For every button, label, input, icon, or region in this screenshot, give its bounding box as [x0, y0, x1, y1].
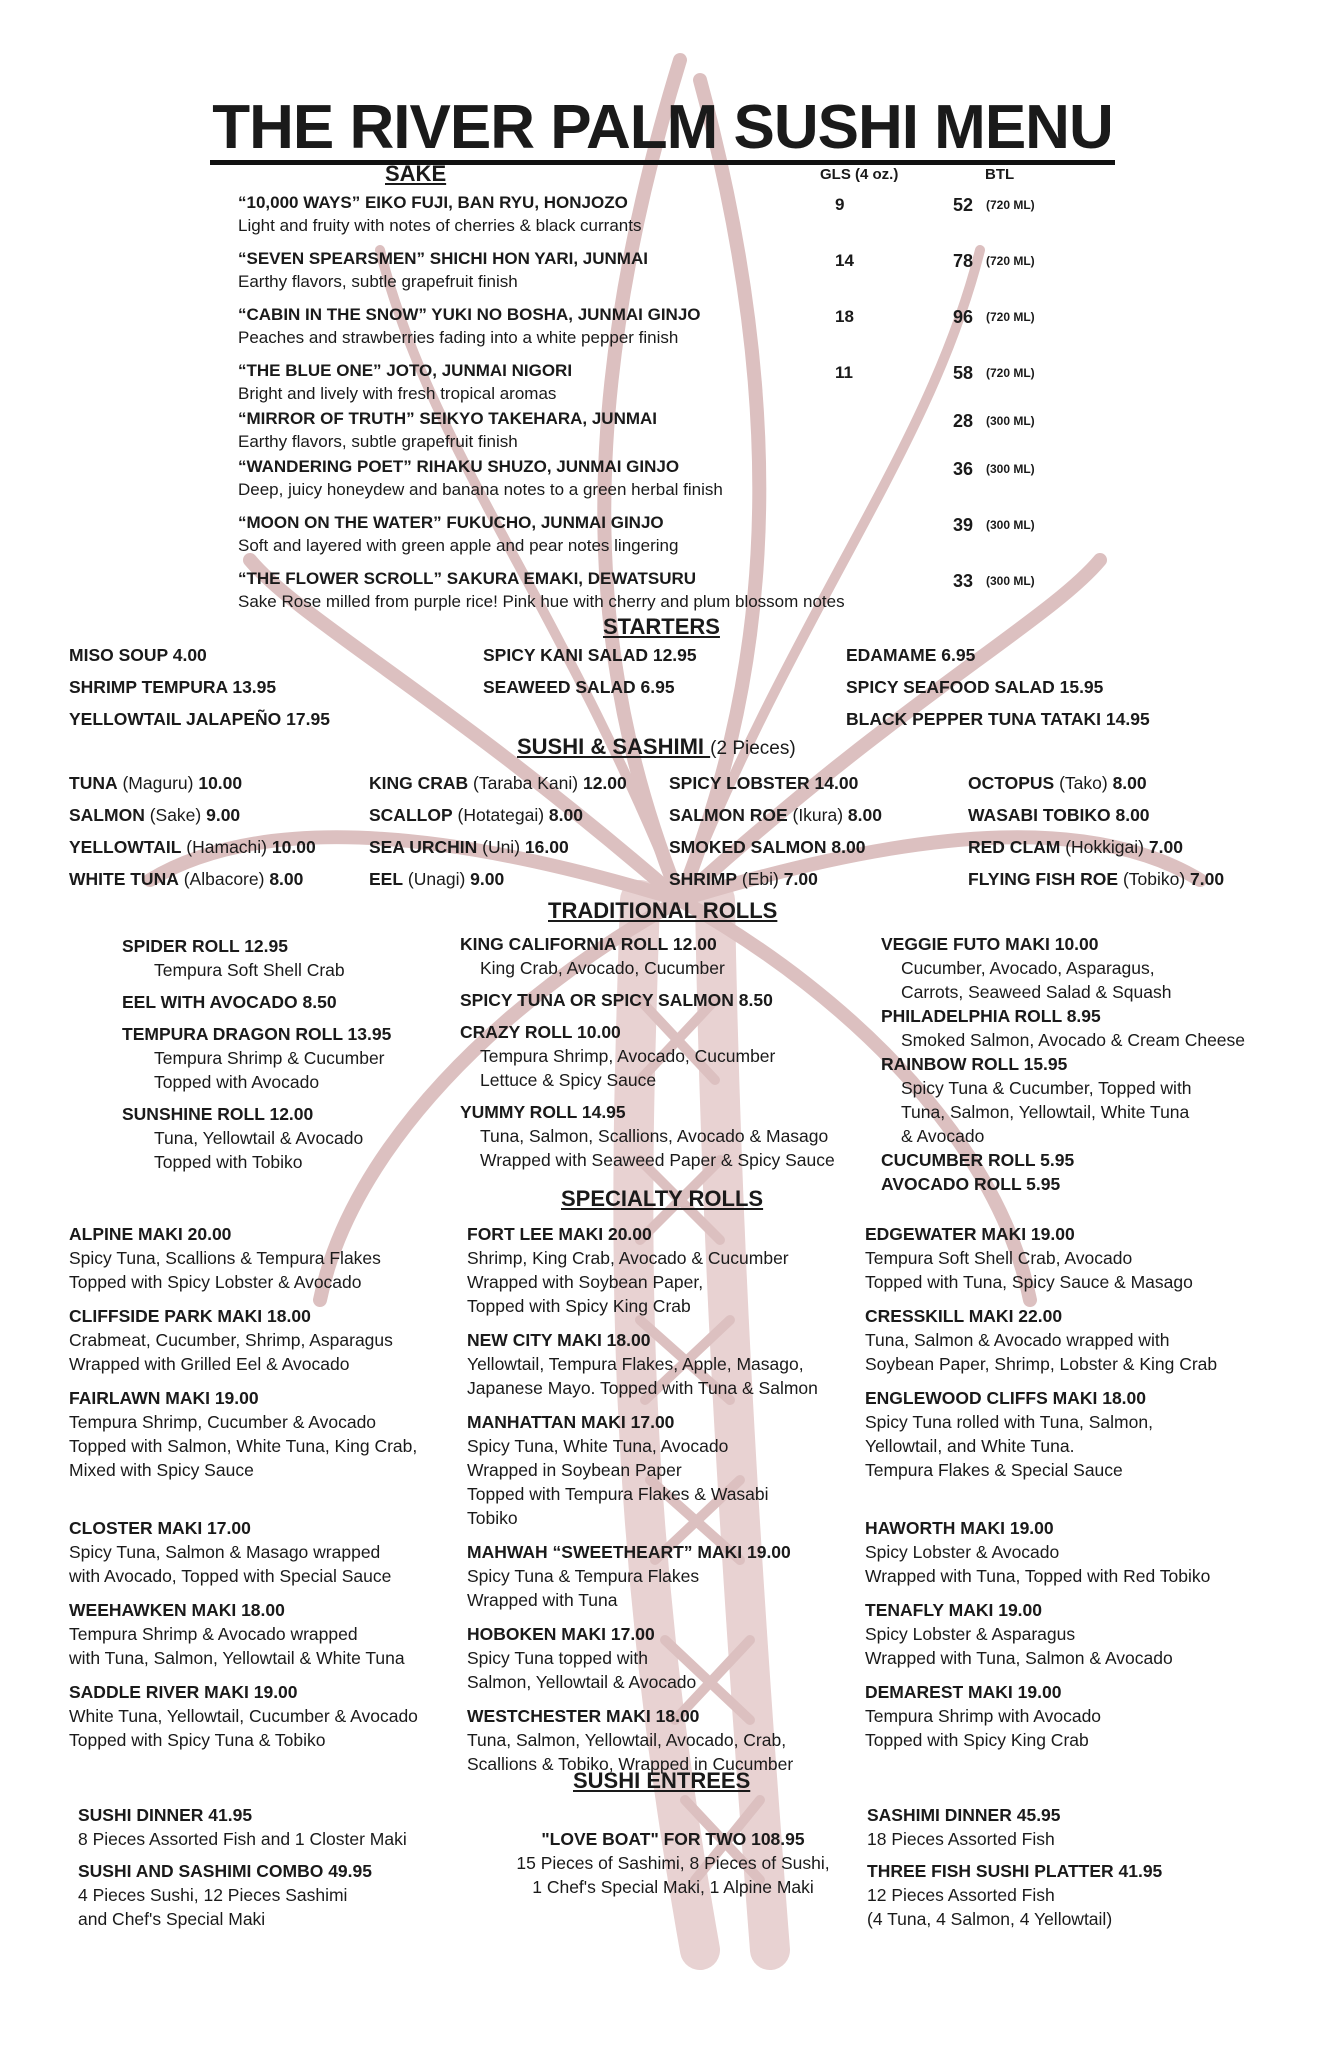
sake-name: “THE BLUE ONE” JOTO, JUNMAI NIGORI — [238, 361, 573, 380]
specialty-roll-desc: Wrapped in Soybean Paper — [467, 1460, 682, 1480]
traditional-roll-name: RAINBOW ROLL 15.95 — [881, 1054, 1068, 1074]
sake-description: Earthy flavors, subtle grapefruit finish — [238, 432, 518, 451]
specialty-roll-name: TENAFLY MAKI 19.00 — [865, 1600, 1042, 1620]
sake-name: “10,000 WAYS” EIKO FUJI, BAN RYU, HONJOZO — [238, 193, 628, 212]
sushi-item-japanese: (Hamachi) — [181, 837, 268, 857]
specialty-roll-desc: Topped with Spicy King Crab — [865, 1730, 1089, 1750]
traditional-col-2 — [460, 932, 835, 1180]
traditional-roll-name: SUNSHINE ROLL 12.00 — [122, 1104, 314, 1124]
entree-name: SASHIMI DINNER 45.95 — [867, 1805, 1061, 1825]
traditional-roll-name: TEMPURA DRAGON ROLL 13.95 — [122, 1024, 392, 1044]
specialty-roll-desc: Mixed with Spicy Sauce — [69, 1460, 254, 1480]
sushi-item — [968, 803, 1150, 827]
sushi-item-name: OCTOPUS — [968, 773, 1055, 793]
specialty-roll-name: FAIRLAWN MAKI 19.00 — [69, 1388, 259, 1408]
sushi-item-price: 8.00 — [843, 805, 882, 825]
sake-bottle-price: 28 — [953, 411, 974, 431]
sake-description: Light and fruity with notes of cherries & black currants — [238, 216, 642, 235]
specialty-roll — [865, 1386, 1217, 1482]
traditional-col-3 — [881, 932, 1245, 1196]
traditional-roll-name: SPICY TUNA OR SPICY SALMON 8.50 — [460, 990, 773, 1010]
entree-desc: 12 Pieces Assorted Fish — [867, 1885, 1055, 1905]
specialty-roll-name: CLIFFSIDE PARK MAKI 18.00 — [69, 1306, 311, 1326]
traditional-roll-desc: Smoked Salmon, Avocado & Cream Cheese — [901, 1030, 1246, 1050]
specialty-roll-desc: Tuna, Salmon & Avocado wrapped with — [865, 1330, 1170, 1350]
specialty-roll-desc: Spicy Tuna, White Tuna, Avocado — [467, 1436, 729, 1456]
sushi-item-name: SHRIMP — [669, 869, 738, 889]
specialty-roll-name: EDGEWATER MAKI 19.00 — [865, 1224, 1075, 1244]
specialty-roll — [865, 1222, 1217, 1294]
specialty-roll-desc: Tempura Soft Shell Crab, Avocado — [865, 1248, 1133, 1268]
specialty-roll — [467, 1540, 818, 1612]
sushi-item-name: SALMON — [69, 805, 145, 825]
traditional-roll-desc: Cucumber, Avocado, Asparagus, — [901, 958, 1155, 978]
specialty-roll — [865, 1516, 1217, 1588]
sake-description: Peaches and strawberries fading into a white pepper finish — [238, 328, 679, 347]
specialty-roll-desc: Topped with Spicy King Crab — [467, 1296, 691, 1316]
sake-bottle-size: (300 ML) — [986, 414, 1035, 428]
specialty-roll-desc: Japanese Mayo. Topped with Tuna & Salmon — [467, 1378, 818, 1398]
sushi-item — [369, 867, 504, 891]
sake-description: Sake Rose milled from purple rice! Pink hue with cherry and plum blossom notes — [238, 592, 845, 611]
sake-bottle-price: 96 — [953, 307, 974, 327]
entree-desc: (4 Tuna, 4 Salmon, 4 Yellowtail) — [867, 1909, 1113, 1929]
starter-item: SEAWEED SALAD 6.95 — [483, 677, 675, 697]
sushi-item-price: 16.00 — [520, 837, 569, 857]
traditional-roll — [122, 1022, 391, 1094]
sushi-item-japanese: (Ebi) — [737, 869, 779, 889]
entree-desc: 18 Pieces Assorted Fish — [867, 1829, 1055, 1849]
sushi-item-price: 10.00 — [267, 837, 316, 857]
sushi-item-price: 12.00 — [578, 773, 627, 793]
sushi-item-japanese: (Hotategai) — [452, 805, 545, 825]
traditional-roll — [460, 988, 835, 1012]
specialty-roll — [69, 1304, 418, 1376]
traditional-roll — [122, 1102, 391, 1174]
entrees-col-3 — [867, 1803, 1162, 1939]
sushi-item — [369, 803, 583, 827]
specialty-roll — [865, 1304, 1217, 1376]
specialty-roll-desc: Topped with Tuna, Spicy Sauce & Masago — [865, 1272, 1193, 1292]
specialty-col-3 — [865, 1222, 1217, 1762]
sake-name: “WANDERING POET” RIHAKU SHUZO, JUNMAI GINJO — [238, 457, 680, 476]
specialty-roll-desc: Yellowtail, and White Tuna. — [865, 1436, 1075, 1456]
sushi-item-price: 8.00 — [264, 869, 304, 889]
traditional-roll-name: VEGGIE FUTO MAKI 10.00 — [881, 934, 1099, 954]
traditional-roll — [122, 934, 391, 982]
specialty-roll-desc: Tempura Shrimp with Avocado — [865, 1706, 1102, 1726]
traditional-roll — [460, 932, 835, 980]
sushi-item-name: FLYING FISH ROE — [968, 869, 1119, 889]
sake-bottle-size: (300 ML) — [986, 462, 1035, 476]
sake-bottle-size: (300 ML) — [986, 574, 1035, 588]
traditional-roll-desc: & Avocado — [901, 1126, 985, 1146]
sushi-item-japanese: (Sake) — [144, 805, 202, 825]
sushi-item-name: WHITE TUNA — [69, 869, 179, 889]
sushi-item-name: SALMON ROE — [669, 805, 788, 825]
specialty-roll-desc: Tempura Flakes & Special Sauce — [865, 1460, 1123, 1480]
specialty-roll-desc: Topped with Salmon, White Tuna, King Crab, — [69, 1436, 418, 1456]
specialty-roll-name: HAWORTH MAKI 19.00 — [865, 1518, 1054, 1538]
sake-bottle-price: 58 — [953, 363, 974, 383]
specialty-roll-desc: Spicy Tuna & Tempura Flakes — [467, 1566, 700, 1586]
entree — [478, 1827, 868, 1899]
sushi-item — [669, 867, 818, 891]
sushi-item-name: KING CRAB — [369, 773, 469, 793]
specialty-roll-desc: Spicy Tuna, Salmon & Masago wrapped — [69, 1542, 381, 1562]
traditional-roll-name: CUCUMBER ROLL 5.95 — [881, 1150, 1075, 1170]
sushi-item-japanese: (Taraba Kani) — [468, 773, 579, 793]
specialty-roll-desc: Spicy Tuna topped with — [467, 1648, 648, 1668]
traditional-roll — [460, 1100, 835, 1172]
specialty-roll — [69, 1516, 418, 1588]
sake-bottle-size: (720 ML) — [986, 366, 1035, 380]
sake-glass-price: 14 — [835, 251, 854, 270]
specialty-roll-name: SADDLE RIVER MAKI 19.00 — [69, 1682, 298, 1702]
sushi-item-japanese: (Tobiko) — [1118, 869, 1186, 889]
sake-heading: SAKE — [385, 161, 447, 186]
sushi-item — [69, 867, 303, 891]
specialty-roll — [69, 1680, 418, 1752]
specialty-roll-name: NEW CITY MAKI 18.00 — [467, 1330, 651, 1350]
specialty-roll-desc: Wrapped with Tuna, Topped with Red Tobiko — [865, 1566, 1211, 1586]
sushi-item — [369, 771, 627, 795]
sake-glass-price: 11 — [835, 363, 853, 382]
traditional-roll-name: AVOCADO ROLL 5.95 — [881, 1174, 1061, 1194]
sushi-item-price: 7.00 — [778, 869, 818, 889]
sushi-item — [669, 771, 858, 795]
sushi-item-price: 8.00 — [544, 805, 583, 825]
specialty-roll-name: WESTCHESTER MAKI 18.00 — [467, 1706, 700, 1726]
sushi-item-japanese: (Albacore) — [178, 869, 265, 889]
specialty-roll-desc: Tuna, Salmon, Yellowtail, Avocado, Crab, — [467, 1730, 787, 1750]
sushi-item-name: RED CLAM — [968, 837, 1061, 857]
specialty-roll-name: MAHWAH “SWEETHEART” MAKI 19.00 — [467, 1542, 791, 1562]
specialty-roll-desc: Yellowtail, Tempura Flakes, Apple, Masago, — [467, 1354, 804, 1374]
specialty-roll — [467, 1622, 818, 1694]
sushi-item-name: YELLOWTAIL — [69, 837, 182, 857]
traditional-roll — [881, 1052, 1245, 1148]
traditional-roll-desc: Tuna, Salmon, Yellowtail, White Tuna — [901, 1102, 1190, 1122]
specialty-roll — [69, 1222, 418, 1294]
sake-name: “MOON ON THE WATER” FUKUCHO, JUNMAI GINJO — [238, 513, 664, 532]
specialty-roll-desc: with Tuna, Salmon, Yellowtail & White Tuna — [69, 1648, 405, 1668]
entree — [78, 1803, 407, 1851]
traditional-roll-desc: Topped with Avocado — [154, 1072, 320, 1092]
sushi-item-name: EEL — [369, 869, 404, 889]
traditional-roll-desc: King Crab, Avocado, Cucumber — [480, 958, 725, 978]
sake-description: Bright and lively with fresh tropical aromas — [238, 384, 557, 403]
specialty-roll-desc: Scallions & Tobiko, Wrapped in Cucumber — [467, 1754, 794, 1774]
sake-name: “SEVEN SPEARSMEN” SHICHI HON YARI, JUNMAI — [238, 249, 648, 268]
entree — [867, 1803, 1162, 1851]
entree — [867, 1859, 1162, 1931]
sake-glass-price: 9 — [835, 195, 845, 214]
starter-item: MISO SOUP 4.00 — [69, 645, 207, 665]
traditional-roll — [881, 1148, 1245, 1172]
starter-item: SPICY KANI SALAD 12.95 — [483, 645, 697, 665]
specialty-roll-name: ALPINE MAKI 20.00 — [69, 1224, 232, 1244]
traditional-heading: TRADITIONAL ROLLS — [548, 898, 778, 923]
starter-item: SHRIMP TEMPURA 13.95 — [69, 677, 277, 697]
specialty-col-2 — [467, 1222, 818, 1776]
sake-bottle-size: (720 ML) — [986, 310, 1035, 324]
specialty-roll-desc: Wrapped with Tuna, Salmon & Avocado — [865, 1648, 1173, 1668]
specialty-roll-name: FORT LEE MAKI 20.00 — [467, 1224, 652, 1244]
sake-gls-header: GLS (4 oz.) — [820, 166, 899, 183]
sushi-item-japanese: (Hokkigai) — [1060, 837, 1144, 857]
specialty-roll-desc: Crabmeat, Cucumber, Shrimp, Asparagus — [69, 1330, 393, 1350]
entree-name: SUSHI AND SASHIMI COMBO 49.95 — [78, 1861, 372, 1881]
specialty-roll-desc: Spicy Lobster & Asparagus — [865, 1624, 1076, 1644]
specialty-roll — [865, 1680, 1217, 1752]
entree-desc: and Chef's Special Maki — [78, 1909, 266, 1929]
specialty-roll-name: DEMAREST MAKI 19.00 — [865, 1682, 1062, 1702]
sushi-heading-wrap — [517, 734, 796, 760]
traditional-roll-desc: Carrots, Seaweed Salad & Squash — [901, 982, 1172, 1002]
specialty-roll-name: WEEHAWKEN MAKI 18.00 — [69, 1600, 285, 1620]
traditional-roll-name: KING CALIFORNIA ROLL 12.00 — [460, 934, 717, 954]
traditional-roll-name: EEL WITH AVOCADO 8.50 — [122, 992, 337, 1012]
specialty-roll-name: MANHATTAN MAKI 17.00 — [467, 1412, 675, 1432]
sushi-item — [369, 835, 569, 859]
sushi-item-name: SPICY LOBSTER — [669, 773, 810, 793]
sushi-heading: SUSHI & SASHIMI — [517, 734, 711, 759]
specialty-roll-desc: Salmon, Yellowtail & Avocado — [467, 1672, 697, 1692]
sushi-item-japanese: (Maguru) — [117, 773, 194, 793]
specialty-roll-desc: Shrimp, King Crab, Avocado & Cucumber — [467, 1248, 789, 1268]
sushi-item — [69, 803, 240, 827]
sushi-item — [669, 835, 865, 859]
specialty-roll-desc: Spicy Tuna, Scallions & Tempura Flakes — [69, 1248, 381, 1268]
sushi-item — [968, 867, 1224, 891]
sake-bottle-price: 39 — [953, 515, 974, 535]
traditional-roll-desc: Tuna, Yellowtail & Avocado — [154, 1128, 364, 1148]
starter-item: YELLOWTAIL JALAPEÑO 17.95 — [69, 709, 330, 729]
traditional-roll-desc: Topped with Tobiko — [154, 1152, 303, 1172]
sushi-item-name: WASABI TOBIKO — [968, 805, 1111, 825]
entree-desc: 1 Chef's Special Maki, 1 Alpine Maki — [532, 1877, 814, 1897]
sushi-item-price: 14.00 — [809, 773, 859, 793]
sushi-item-japanese: (Unagi) — [403, 869, 466, 889]
traditional-roll-desc: Tuna, Salmon, Scallions, Avocado & Masago — [480, 1126, 829, 1146]
sake-glass-price: 18 — [835, 307, 854, 326]
sushi-item-price: 7.00 — [1144, 837, 1183, 857]
specialty-roll — [467, 1410, 818, 1530]
starter-item: SPICY SEAFOOD SALAD 15.95 — [846, 677, 1104, 697]
sushi-item-japanese: (Uni) — [477, 837, 521, 857]
specialty-roll-name: CLOSTER MAKI 17.00 — [69, 1518, 251, 1538]
sushi-item — [968, 771, 1147, 795]
specialty-roll-desc: Tobiko — [467, 1508, 518, 1528]
specialty-roll-name: ENGLEWOOD CLIFFS MAKI 18.00 — [865, 1388, 1146, 1408]
specialty-roll-desc: Wrapped with Soybean Paper, — [467, 1272, 704, 1292]
traditional-roll — [881, 932, 1245, 1004]
specialty-roll-desc: White Tuna, Yellowtail, Cucumber & Avocado — [69, 1706, 418, 1726]
starters-heading: STARTERS — [603, 614, 720, 639]
specialty-roll-desc: Wrapped with Tuna — [467, 1590, 618, 1610]
sake-btl-header: BTL — [985, 166, 1015, 183]
sake-bottle-price: 33 — [953, 571, 974, 591]
entree-name: SUSHI DINNER 41.95 — [78, 1805, 253, 1825]
sake-bottle-price: 36 — [953, 459, 974, 479]
sushi-item — [968, 835, 1183, 859]
specialty-col-1 — [69, 1222, 418, 1762]
sushi-item-japanese: (Tako) — [1054, 773, 1108, 793]
traditional-roll — [122, 990, 391, 1014]
specialty-roll — [467, 1328, 818, 1400]
specialty-roll-desc: with Avocado, Topped with Special Sauce — [69, 1566, 392, 1586]
menu-title: THE RIVER PALM SUSHI MENU — [0, 92, 1325, 165]
traditional-roll-desc: Lettuce & Spicy Sauce — [480, 1070, 657, 1090]
entree-name: THREE FISH SUSHI PLATTER 41.95 — [867, 1861, 1163, 1881]
sake-bottle-size: (720 ML) — [986, 254, 1035, 268]
sake-bottle-price: 52 — [953, 195, 974, 215]
traditional-roll — [460, 1020, 835, 1092]
traditional-roll-name: YUMMY ROLL 14.95 — [460, 1102, 626, 1122]
traditional-roll-name: CRAZY ROLL 10.00 — [460, 1022, 621, 1042]
traditional-col-1 — [122, 934, 391, 1182]
specialty-roll-desc: Topped with Spicy Tuna & Tobiko — [69, 1730, 326, 1750]
specialty-roll-desc: Spicy Tuna rolled with Tuna, Salmon, — [865, 1412, 1153, 1432]
traditional-roll — [881, 1172, 1245, 1196]
sushi-item — [669, 803, 882, 827]
sake-bottle-size: (720 ML) — [986, 198, 1035, 212]
specialty-roll — [69, 1386, 418, 1482]
sushi-pieces-note: (2 Pieces) — [710, 738, 796, 759]
entree — [78, 1859, 407, 1931]
sushi-item-name: SCALLOP — [369, 805, 453, 825]
entree-desc: 8 Pieces Assorted Fish and 1 Closter Maki — [78, 1829, 407, 1849]
sake-name: “THE FLOWER SCROLL” SAKURA EMAKI, DEWATSURU — [238, 569, 697, 588]
sushi-item-price: 10.00 — [193, 773, 243, 793]
starter-item: BLACK PEPPER TUNA TATAKI 14.95 — [846, 709, 1150, 729]
sushi-item-name: TUNA — [69, 773, 118, 793]
sushi-item-price: 8.00 — [1110, 805, 1150, 825]
sake-bottle-size: (300 ML) — [986, 518, 1035, 532]
entrees-col-1 — [78, 1803, 407, 1939]
specialty-roll-desc: Soybean Paper, Shrimp, Lobster & King Crab — [865, 1354, 1218, 1374]
specialty-roll-name: CRESSKILL MAKI 22.00 — [865, 1306, 1063, 1326]
sushi-item — [69, 771, 242, 795]
sushi-item-price: 9.00 — [201, 805, 241, 825]
sushi-item-price: 9.00 — [465, 869, 505, 889]
sushi-item-japanese: (Ikura) — [787, 805, 844, 825]
traditional-roll-desc: Tempura Shrimp, Avocado, Cucumber — [480, 1046, 776, 1066]
entree-desc: 15 Pieces of Sashimi, 8 Pieces of Sushi, — [516, 1853, 830, 1873]
specialty-roll-desc: Wrapped with Grilled Eel & Avocado — [69, 1354, 350, 1374]
sushi-item-price: 7.00 — [1185, 869, 1225, 889]
specialty-roll-name: HOBOKEN MAKI 17.00 — [467, 1624, 655, 1644]
traditional-roll-name: SPIDER ROLL 12.95 — [122, 936, 288, 956]
sake-description: Earthy flavors, subtle grapefruit finish — [238, 272, 518, 291]
traditional-roll-name: PHILADELPHIA ROLL 8.95 — [881, 1006, 1101, 1026]
traditional-roll-desc: Tempura Soft Shell Crab — [154, 960, 345, 980]
traditional-roll-desc: Tempura Shrimp & Cucumber — [154, 1048, 385, 1068]
sushi-item-name: SEA URCHIN — [369, 837, 478, 857]
sake-name: “MIRROR OF TRUTH” SEIKYO TAKEHARA, JUNMAI — [238, 409, 658, 428]
specialty-roll — [865, 1598, 1217, 1670]
traditional-roll-desc: Wrapped with Seaweed Paper & Spicy Sauce — [480, 1150, 835, 1170]
sushi-item-name: SMOKED SALMON — [669, 837, 827, 857]
traditional-roll — [881, 1004, 1245, 1052]
entree-desc: 4 Pieces Sushi, 12 Pieces Sashimi — [78, 1885, 348, 1905]
sushi-item — [69, 835, 316, 859]
sake-name: “CABIN IN THE SNOW” YUKI NO BOSHA, JUNMAI GINJO — [238, 305, 701, 324]
specialty-roll-desc: Topped with Tempura Flakes & Wasabi — [467, 1484, 769, 1504]
entrees-col-2 — [478, 1827, 868, 1899]
specialty-roll-desc: Tempura Shrimp, Cucumber & Avocado — [69, 1412, 377, 1432]
specialty-roll — [467, 1222, 818, 1318]
starter-item: EDAMAME 6.95 — [846, 645, 976, 665]
specialty-roll — [467, 1704, 818, 1776]
traditional-roll-desc: Spicy Tuna & Cucumber, Topped with — [901, 1078, 1192, 1098]
specialty-roll — [69, 1598, 418, 1670]
specialty-roll-desc: Spicy Lobster & Avocado — [865, 1542, 1060, 1562]
specialty-roll-desc: Topped with Spicy Lobster & Avocado — [69, 1272, 362, 1292]
specialty-heading: SPECIALTY ROLLS — [561, 1186, 764, 1211]
sake-bottle-price: 78 — [953, 251, 974, 271]
specialty-roll-desc: Tempura Shrimp & Avocado wrapped — [69, 1624, 358, 1644]
entrees-heading: SUSHI ENTREES — [573, 1768, 751, 1793]
sushi-item-price: 8.00 — [1107, 773, 1147, 793]
sake-description: Deep, juicy honeydew and banana notes to a green herbal finish — [238, 480, 723, 499]
sushi-item-price: 8.00 — [826, 837, 866, 857]
sake-description: Soft and layered with green apple and pear notes lingering — [238, 536, 679, 555]
entree-name: "LOVE BOAT" FOR TWO 108.95 — [541, 1829, 805, 1849]
